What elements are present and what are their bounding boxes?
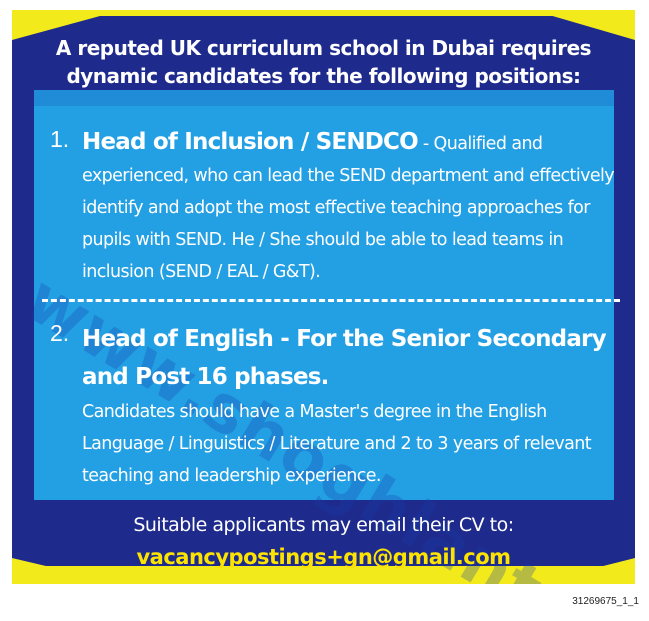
- headline: [12, 34, 635, 90]
- position-1-number: 1.: [50, 126, 70, 152]
- position-2-title: Head of English - For the Senior Secondary and Post 16 phases.: [82, 326, 606, 390]
- contact-email[interactable]: vacancypostings+gn@gmail.com: [136, 545, 511, 569]
- position-1: [50, 126, 622, 288]
- position-2-number: 2.: [50, 320, 70, 346]
- apply-instructions: Suitable applicants may email their CV to:: [133, 514, 514, 536]
- position-2: [50, 320, 622, 492]
- dashed-divider: [42, 299, 620, 302]
- position-1-description: - Qualified and experienced, who can lead the SEND department and effectively identify and adopt the most effective teaching approaches for pupils with SEND. He / She should be able to lead teams in inclusion (SEND / EAL / G&T).: [82, 134, 615, 282]
- footer: [12, 510, 635, 574]
- job-ad: [12, 10, 635, 584]
- position-2-description: Candidates should have a Master's degree in the English Language / Linguistics / Literature and 2 to 3 years of relevant teaching and leadership experience.: [82, 402, 592, 486]
- position-1-title: Head of Inclusion / SENDCO: [82, 129, 418, 155]
- ad-reference-number: 31269675_1_1: [572, 596, 639, 607]
- ad-background: [12, 10, 635, 584]
- headline-line-2: dynamic candidates for the following positions:: [66, 64, 581, 88]
- headline-line-1: A reputed UK curriculum school in Dubai requires: [55, 36, 592, 60]
